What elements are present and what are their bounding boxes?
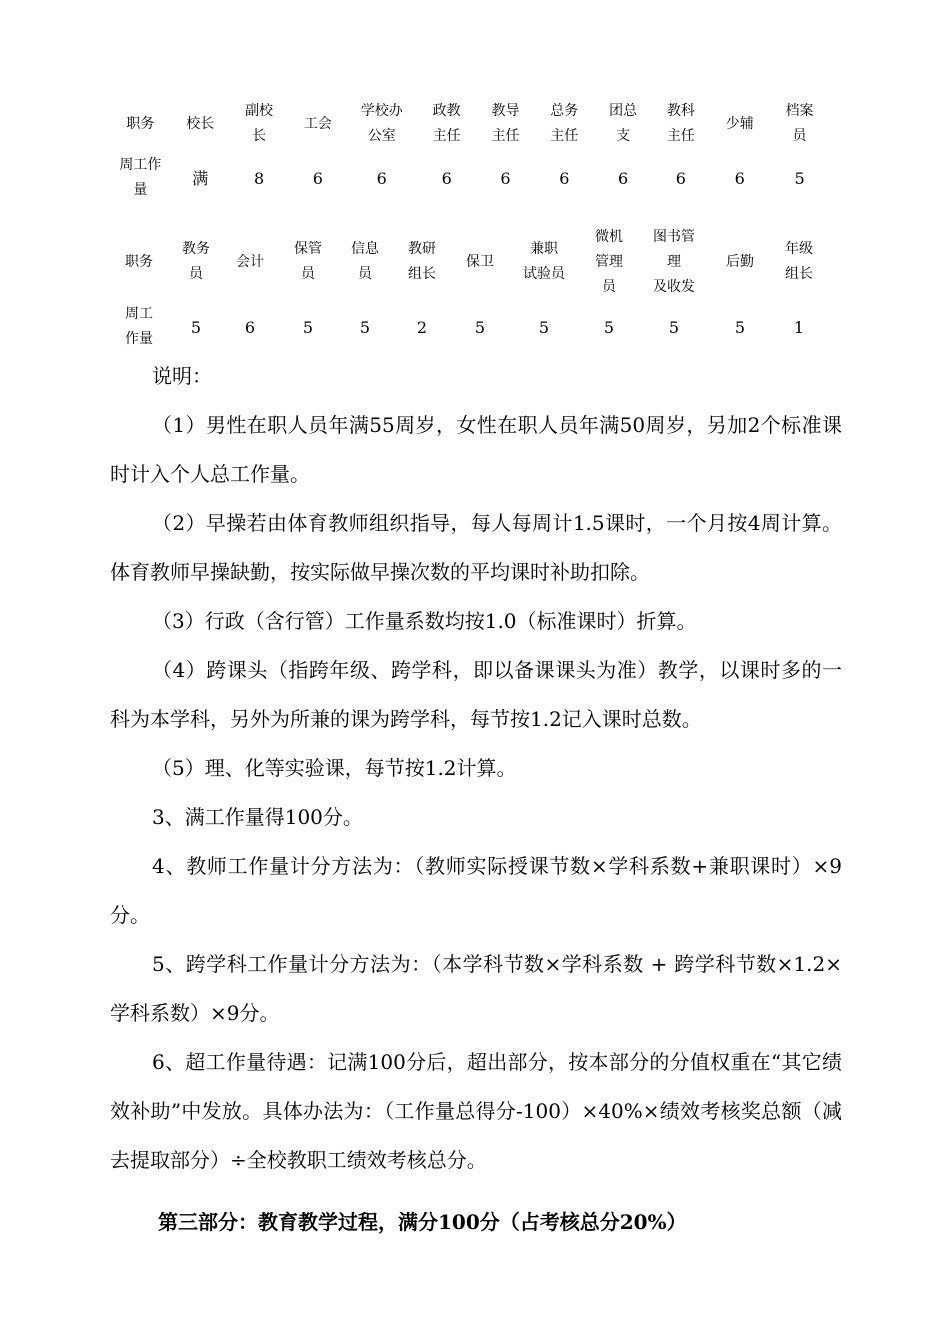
table-cell: 保卫 bbox=[466, 253, 494, 270]
table-cell: 后勤 bbox=[726, 253, 754, 270]
rule-item: 4、教师工作量计分方法为：（教师实际授课节数×学科系数+兼职课时）×9分。 bbox=[110, 854, 842, 927]
table-cell: 年级 组长 bbox=[785, 241, 813, 282]
table-cell: 2 bbox=[416, 317, 428, 337]
workload-table-1 bbox=[110, 95, 830, 203]
table-cell: 职务 bbox=[125, 253, 153, 270]
table-cell: 副校 长 bbox=[245, 103, 274, 144]
table-cell: 5 bbox=[302, 317, 314, 337]
table-header-row bbox=[110, 222, 830, 302]
table-cell: 团总 支 bbox=[609, 103, 638, 144]
table-cell: 6 bbox=[500, 168, 511, 188]
section-heading: 第三部分：教育教学过程，满分100分（占考核总分20%） bbox=[158, 1210, 687, 1234]
table-cell: 6 bbox=[312, 168, 323, 188]
table-cell: 周工作 量 bbox=[119, 157, 162, 198]
table-cell: 学校办 公室 bbox=[360, 103, 403, 144]
note-item: （4）跨课头（指跨年级、跨学科，即以备课课头为准）教学，以课时多的一科为本学科，另外为所兼的课为跨学科，每节按1.2记入课时总数。 bbox=[110, 658, 842, 731]
table-cell: 满 bbox=[192, 168, 209, 188]
table-cell: 5 bbox=[359, 317, 371, 337]
table-value-row bbox=[110, 153, 830, 203]
table-value-row bbox=[110, 302, 830, 352]
document-body bbox=[110, 352, 842, 1185]
table-cell: 1 bbox=[793, 317, 805, 337]
table-cell: 会计 bbox=[236, 253, 264, 270]
table-cell: 6 bbox=[734, 168, 745, 188]
table-cell: 档案 员 bbox=[785, 103, 814, 144]
table-cell: 5 bbox=[538, 317, 550, 337]
table-cell: 兼职 试验员 bbox=[523, 241, 565, 282]
table-cell: 信息 员 bbox=[351, 241, 379, 282]
note-item: （2）早操若由体育教师组织指导，每人每周计1.5课时，一个月按4周计算。体育教师早操缺勤，按实际做早操次数的平均课时补助扣除。 bbox=[110, 511, 842, 584]
table-cell: 图书管 理 及收发 bbox=[653, 228, 695, 295]
rule-item: 3、满工作量得100分。 bbox=[152, 805, 363, 829]
table-cell: 教务 员 bbox=[182, 241, 210, 282]
table-cell: 6 bbox=[244, 317, 256, 337]
workload-table-2 bbox=[110, 222, 830, 352]
note-item: （1）男性在职人员年满55周岁，女性在职人员年满50周岁，另加2个标准课时计入个人总工作量。 bbox=[110, 413, 842, 486]
rule-item: 5、跨学科工作量计分方法为：（本学科节数×学科系数 + 跨学科节数×1.2×学科系数）×9分。 bbox=[110, 952, 842, 1025]
table-cell: 5 bbox=[734, 317, 746, 337]
table-cell: 6 bbox=[441, 168, 452, 188]
table-cell: 工会 bbox=[303, 115, 332, 132]
notes-title: 说明： bbox=[152, 364, 212, 388]
table-cell: 5 bbox=[190, 317, 202, 337]
rule-item: 6、超工作量待遇：记满100分后，超出部分，按本部分的分值权重在“其它绩效补助”中发放。具体办法为：（工作量总得分-100）×40%×绩效考核奖总额（减去提取部分）÷全校教职工绩效考核总分。 bbox=[110, 1050, 842, 1172]
table-cell: 5 bbox=[474, 317, 486, 337]
table-cell: 校长 bbox=[186, 115, 215, 132]
table-cell: 总务 主任 bbox=[550, 103, 579, 144]
table-cell: 6 bbox=[376, 168, 387, 188]
table-cell: 教导 主任 bbox=[491, 103, 520, 144]
table-cell: 5 bbox=[794, 168, 805, 188]
table-cell: 保管 员 bbox=[294, 241, 322, 282]
table-cell: 8 bbox=[253, 168, 265, 188]
note-item: （3）行政（含行管）工作量系数均按1.0（标准课时）折算。 bbox=[152, 609, 697, 633]
table-cell: 微机 管理 员 bbox=[595, 228, 623, 295]
table-cell: 周工 作量 bbox=[125, 306, 153, 347]
table-cell: 职务 bbox=[126, 115, 155, 132]
table-cell: 教研 组长 bbox=[408, 241, 436, 282]
table-cell: 少辅 bbox=[725, 115, 754, 132]
table-cell: 政教 主任 bbox=[432, 103, 461, 144]
table-cell: 6 bbox=[675, 168, 686, 188]
table-cell: 5 bbox=[668, 317, 680, 337]
table-cell: 6 bbox=[559, 168, 570, 188]
table-header-row bbox=[110, 95, 830, 153]
note-item: （5）理、化等实验课，每节按1.2计算。 bbox=[152, 756, 517, 780]
table-cell: 教科 主任 bbox=[666, 103, 695, 144]
table-cell: 5 bbox=[603, 317, 615, 337]
table-cell: 6 bbox=[618, 168, 629, 188]
